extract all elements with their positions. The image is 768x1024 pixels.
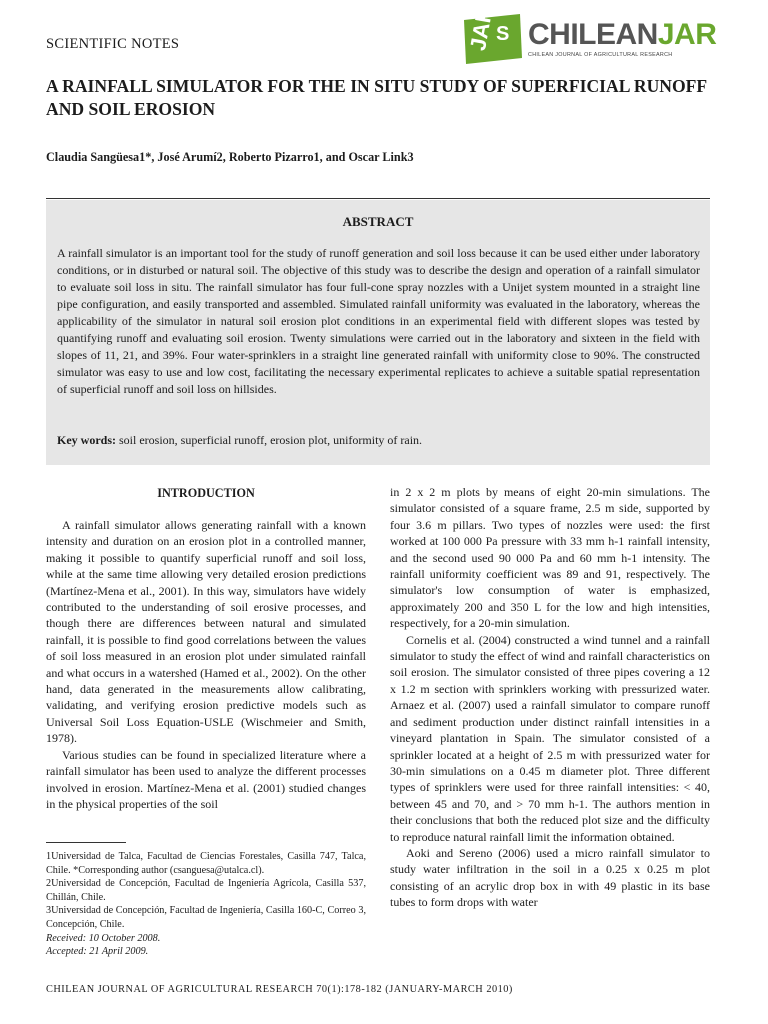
logo-wordmark-part1: CHILEAN <box>528 18 658 51</box>
left-column <box>46 517 366 812</box>
abstract-top-rule <box>46 198 710 199</box>
journal-citation-footer: CHILEAN JOURNAL OF AGRICULTURAL RESEARCH 70(1):178-182 (JANUARY-MARCH 2010) <box>46 984 513 995</box>
logo-emblem-icon <box>462 14 524 66</box>
logo-wordmark <box>528 18 716 52</box>
paragraph: in 2 x 2 m plots by means of eight 20-min simulations. The simulator consisted of a square frame, 2.5 m side, supported by four 3.6 m pillars. Two types of nozzles were used: the first worked at 100 000 Pa pressure with 33 mm h-1 rainfall intensity, and the second used 90 000 Pa and 60 mm h-1 intensity. The rainfall uniformity coefficient was 89 and 91, respectively. The simulator's low consumption of water is emphasized, approximately 200 and 350 L for the low and high intensities, respectively, for a 20-min simulation. <box>390 485 710 631</box>
keywords <box>57 432 700 448</box>
footnote-rule <box>46 842 126 843</box>
paragraph: Cornelis et al. (2004) constructed a wind tunnel and a rainfall simulator to study the effect of wind and rainfall characteristics on soil erosion. The simulator consisted of three pipes covering a 12 x 1.2 m section with sprinklers working with pressurized water. Arnaez et al. (2007) used a rainfall simulator to compare runoff and sediment production under distinct rainfall intensities in a vineyard plantation in Spain. The simulator consisted of a sprinkler located at a height of 2.5 m with pressurized water for 30-min simulations on a 0.45 m diameter plot. Three different types of sprinklers were used for three rainfall intensities: < 40, between 45 and 70, and > 70 mm h-1. The authors mention in their conclusions that both the reduced plot size and the difficulty to reproduce natural rainfall limit the information obtained. <box>390 632 710 844</box>
right-column <box>390 484 710 911</box>
section-label: SCIENTIFIC NOTES <box>46 36 180 52</box>
logo-tagline: CHILEAN JOURNAL OF AGRICULTURAL RESEARCH <box>528 52 673 58</box>
received-date: Received: 10 October 2008. <box>46 932 161 944</box>
article-title: A RAINFALL SIMULATOR FOR THE IN SITU STUDY OF SUPERFICIAL RUNOFF AND SOIL EROSION <box>46 76 707 119</box>
keywords-label: Key words: <box>57 433 116 447</box>
abstract-heading: ABSTRACT <box>342 214 414 229</box>
paragraph: A rainfall simulator allows generating rainfall with a known intensity and duration on an erosion plot in a controlled manner, making it possible to quantify superficial runoff and soil loss, while at the same time allowing very detailed erosion predictions (Martínez-Mena et al., 2001). In this way, simulators have widely contributed to the understanding of soil erosive processes, and though there are differences between natural and simulated rainfall, it is possible to find good correlations between the values of soil loss measured in an erosion plot under simulated rainfall and what occurs in a watershed (Hamed et al., 2002). On the other hand, data generated in the measurements allow calibrating, validating, and verifying erosion predictive models such as Universal Soil Loss Equation-USLE (Wischmeier and Smith, 1978). <box>46 518 366 746</box>
abstract-text: A rainfall simulator is an important tool for the study of runoff generation and soil loss because it can be used either under laboratory conditions, or in disturbed or natural soil. The objective of this study was to describe the design and operation of a rainfall simulator to evaluate soil loss in situ. The rainfall simulator has four full-cone spray nozzles with a Unijet system mounted in a straight line pipe configuration, and easily transported and assembled. Simulated rainfall uniformity was evaluated in the laboratory, whereas the applicability of the simulator in natural soil erosion plot conditions in an experimental field with different slopes was tested by quantifying runoff and evaluating soil erosion. Twenty simulations were carried out in the laboratory and sixteen in the field with slopes of 11, 21, and 39%. Four water-sprinklers in a straight line generated rainfall with uniformity close to 90%. The constructed simulator was easy to use and low cost, facilitating the necessary experimental replicates to achieve a suitable spatial representation of superficial runoff and soil loss on hillsides. <box>57 246 700 396</box>
paragraph: Various studies can be found in specialized literature where a rainfall simulator has been used to analyze the different processes involved in erosion. Martínez-Mena et al. (2001) studied changes in the physical properties of the soil <box>46 747 366 811</box>
keywords-text: soil erosion, superficial runoff, erosion plot, uniformity of rain. <box>119 433 423 447</box>
affiliation-2: 2Universidad de Concepción, Facultad de Ingeniería Agrícola, Casilla 537, Chillán, Chile. <box>46 878 366 903</box>
affiliation-1: 1Universidad de Talca, Facultad de Ciencias Forestales, Casilla 747, Talca, Chile. *Corresponding author (csanguesa@utalca.cl). <box>46 851 366 876</box>
article-authors: Claudia Sangüesa1*, José Arumí2, Roberto Pizarro1, and Oscar Link3 <box>46 150 414 164</box>
affiliation-3: 3Universidad de Concepción, Facultad de Ingeniería, Casilla 160-C, Correo 3, Concepción, Chile. <box>46 905 366 930</box>
accepted-date: Accepted: 21 April 2009. <box>46 946 149 958</box>
svg-text:S: S <box>496 23 510 45</box>
introduction-heading: INTRODUCTION <box>157 486 255 500</box>
svg-text:JAR: JAR <box>465 14 498 53</box>
paragraph: Aoki and Sereno (2006) used a micro rainfall simulator to study water infiltration in the soil in a 0.25 x 0.25 m plot consisting of an acrylic drop box in with 49 plastic in its base tubes to form drops with water <box>390 845 710 910</box>
footnotes <box>46 850 366 959</box>
logo-wordmark-part2: JAR <box>657 18 717 51</box>
